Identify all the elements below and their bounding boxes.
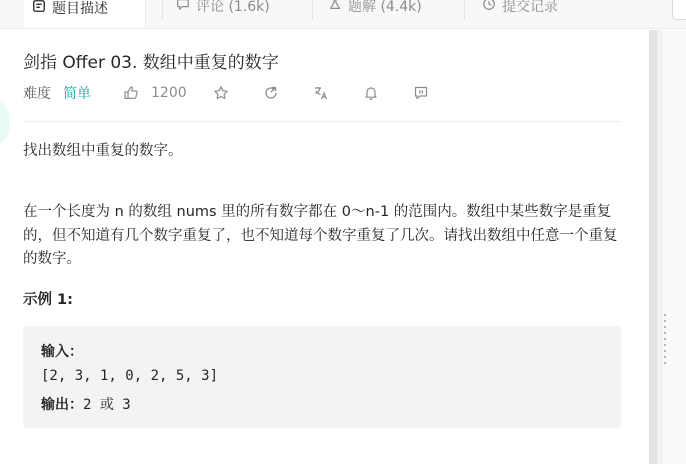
tab-separator (464, 0, 465, 20)
star-icon (213, 85, 229, 101)
tab-submissions[interactable] (482, 0, 558, 18)
example-input-label: 输入： (41, 344, 83, 360)
difficulty-label: 难度 (23, 86, 51, 102)
example-output-label: 输出： (41, 397, 83, 413)
share-icon (263, 85, 279, 101)
tab-description[interactable] (24, 0, 146, 28)
bell-icon (363, 85, 379, 101)
page-title: 剑指 Offer 03. 数组中重复的数字 (23, 53, 279, 73)
thumbs-up-icon (123, 85, 139, 101)
example-block (23, 326, 621, 428)
top-right-control[interactable] (672, 0, 686, 20)
editor-pane (663, 30, 686, 464)
tab-separator (162, 0, 163, 20)
scroll-thumb[interactable] (649, 30, 657, 464)
feedback-icon (413, 85, 429, 101)
tab-comments-label: 评论 (1.6k) (196, 0, 270, 15)
example-input-value: [2, 3, 1, 0, 2, 5, 3] (41, 368, 219, 384)
example-output-value: 2 或 3 (83, 397, 131, 413)
feedback-button[interactable] (413, 85, 429, 101)
translate-icon (313, 85, 329, 101)
tab-comments[interactable] (176, 0, 270, 18)
notify-button[interactable] (363, 85, 379, 101)
like-count: 1200 (151, 85, 187, 101)
content-scrollbar[interactable] (649, 30, 657, 464)
flask-icon (328, 0, 342, 15)
example-output (41, 394, 131, 414)
tab-solutions-label: 题解 (4.4k) (348, 0, 422, 15)
example-title: 示例 1: (23, 292, 73, 308)
problem-description: 在一个长度为 n 的数组 nums 里的所有数字都在 0～n-1 的范围内。数组中某些数字是重复的，但不知道有几个数字重复了，也不知道每个数字重复了几次。请找出数组中任意一个重复的数字。 (23, 204, 618, 267)
header-divider (23, 121, 621, 122)
share-button[interactable] (263, 85, 279, 101)
comment-icon (176, 0, 190, 15)
translate-button[interactable] (313, 85, 329, 101)
tab-submissions-label: 提交记录 (502, 0, 558, 15)
problem-summary: 找出数组中重复的数字。 (23, 143, 183, 159)
tab-description-label: 题目描述 (52, 1, 108, 17)
description-icon (32, 0, 46, 17)
splitter-grip-icon[interactable] (663, 312, 667, 364)
favorite-button[interactable] (213, 85, 229, 101)
problem-meta (23, 82, 429, 104)
tab-solutions[interactable] (328, 0, 422, 18)
clock-icon (482, 0, 496, 15)
tab-separator (312, 0, 313, 20)
tab-bar (0, 0, 686, 29)
floating-bubble[interactable] (0, 100, 10, 145)
like-button[interactable] (123, 85, 139, 101)
difficulty-badge: 简单 (63, 86, 91, 102)
